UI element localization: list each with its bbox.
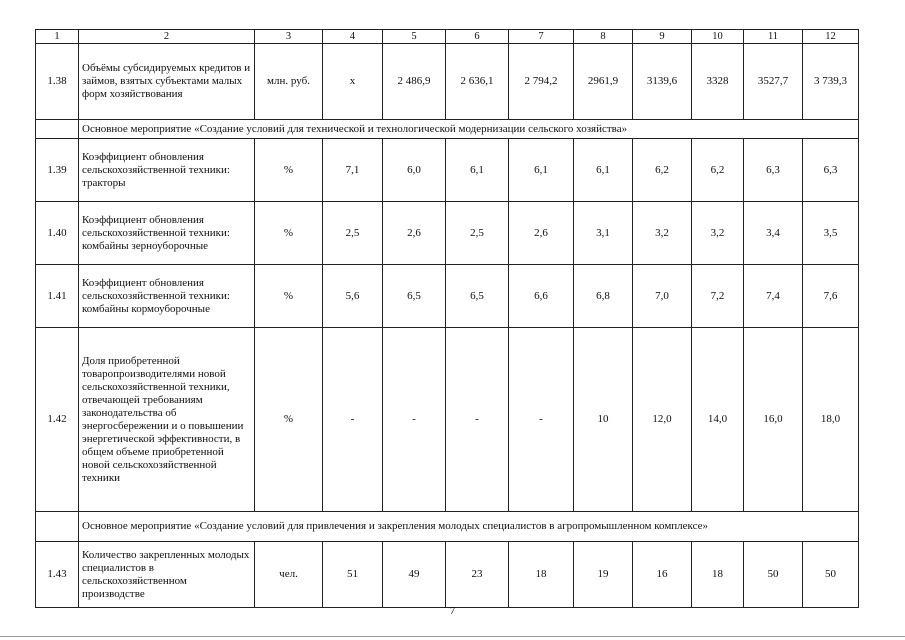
value-cell: 2 794,2 <box>509 44 574 120</box>
row-number-cell: 1.38 <box>36 44 79 120</box>
value-cell: 16 <box>633 542 692 608</box>
value-cell: 23 <box>446 542 509 608</box>
header-cell: 6 <box>446 30 509 44</box>
header-cell: 11 <box>744 30 803 44</box>
row-number-cell: 1.39 <box>36 139 79 202</box>
value-cell: - <box>509 328 574 512</box>
value-cell: 6,0 <box>383 139 446 202</box>
value-cell: 2961,9 <box>574 44 633 120</box>
value-cell: 7,6 <box>803 265 859 328</box>
indicator-name-cell: Количество закрепленных молодых специалистов в сельскохозяйственном производстве <box>79 542 255 608</box>
value-cell: 18,0 <box>803 328 859 512</box>
value-cell: 10 <box>574 328 633 512</box>
value-cell: 2 636,1 <box>446 44 509 120</box>
value-cell: 19 <box>574 542 633 608</box>
value-cell: 6,1 <box>446 139 509 202</box>
unit-cell: млн. руб. <box>255 44 323 120</box>
scan-edge-line <box>0 636 905 637</box>
unit-cell: % <box>255 139 323 202</box>
header-cell: 7 <box>509 30 574 44</box>
header-cell: 10 <box>692 30 744 44</box>
table-header-row <box>36 30 859 44</box>
value-cell: 7,1 <box>323 139 383 202</box>
unit-cell: % <box>255 202 323 265</box>
value-cell: 3527,7 <box>744 44 803 120</box>
unit-cell: % <box>255 265 323 328</box>
value-cell: - <box>323 328 383 512</box>
indicator-name-cell: Доля приобретенной товаропроизводителями новой сельскохозяйственной техники, отвечающей требованиям законодательства об энергосбережении и о повышении энергетической эффективности, в общем объеме приобретенной новой сельскохозяйственной техники <box>79 328 255 512</box>
row-number-cell: 1.43 <box>36 542 79 608</box>
header-cell: 1 <box>36 30 79 44</box>
value-cell: 3,2 <box>633 202 692 265</box>
indicator-name-cell: Коэффициент обновления сельскохозяйственной техники: тракторы <box>79 139 255 202</box>
header-cell: 2 <box>79 30 255 44</box>
header-cell: 9 <box>633 30 692 44</box>
page-number: 7 <box>449 605 456 617</box>
value-cell: 7,0 <box>633 265 692 328</box>
header-cell: 8 <box>574 30 633 44</box>
indicator-name-cell: Коэффициент обновления сельскохозяйственной техники: комбайны зерноуборочные <box>79 202 255 265</box>
value-cell: 3139,6 <box>633 44 692 120</box>
indicator-name-cell: Объёмы субсидируемых кредитов и займов, взятых субъектами малых форм хозяйствования <box>79 44 255 120</box>
indicator-name-cell: Коэффициент обновления сельскохозяйственной техники: комбайны кормоуборочные <box>79 265 255 328</box>
value-cell: 6,1 <box>509 139 574 202</box>
value-cell: 6,8 <box>574 265 633 328</box>
section-number-cell <box>36 512 79 542</box>
value-cell: 18 <box>692 542 744 608</box>
table-row <box>36 542 859 608</box>
value-cell: 3,5 <box>803 202 859 265</box>
value-cell: 2,6 <box>383 202 446 265</box>
value-cell: 18 <box>509 542 574 608</box>
value-cell: 3,1 <box>574 202 633 265</box>
section-title: Основное мероприятие «Создание условий для технической и технологической модернизации сельского хозяйства» <box>79 120 859 139</box>
value-cell: 6,1 <box>574 139 633 202</box>
value-cell: 6,2 <box>692 139 744 202</box>
header-cell: 3 <box>255 30 323 44</box>
row-number-cell: 1.40 <box>36 202 79 265</box>
value-cell: 16,0 <box>744 328 803 512</box>
table-body <box>36 30 859 608</box>
value-cell: 6,5 <box>383 265 446 328</box>
value-cell: 12,0 <box>633 328 692 512</box>
value-cell: 6,3 <box>803 139 859 202</box>
value-cell: 3 739,3 <box>803 44 859 120</box>
value-cell: 3328 <box>692 44 744 120</box>
section-number-cell <box>36 120 79 139</box>
section-title: Основное мероприятие «Создание условий для привлечения и закрепления молодых специалистов в агропромышленном комплексе» <box>79 512 859 542</box>
unit-cell: % <box>255 328 323 512</box>
section-row <box>36 120 859 139</box>
section-row <box>36 512 859 542</box>
value-cell: 2,6 <box>509 202 574 265</box>
header-cell: 12 <box>803 30 859 44</box>
header-cell: 4 <box>323 30 383 44</box>
value-cell: 6,3 <box>744 139 803 202</box>
value-cell: 49 <box>383 542 446 608</box>
table-row <box>36 265 859 328</box>
value-cell: 51 <box>323 542 383 608</box>
value-cell: - <box>446 328 509 512</box>
value-cell: 6,6 <box>509 265 574 328</box>
value-cell: 6,2 <box>633 139 692 202</box>
table-row <box>36 44 859 120</box>
value-cell: - <box>383 328 446 512</box>
value-cell: 7,4 <box>744 265 803 328</box>
value-cell: 14,0 <box>692 328 744 512</box>
value-cell: х <box>323 44 383 120</box>
row-number-cell: 1.41 <box>36 265 79 328</box>
value-cell: 3,4 <box>744 202 803 265</box>
value-cell: 5,6 <box>323 265 383 328</box>
value-cell: 50 <box>744 542 803 608</box>
indicators-table <box>35 29 859 608</box>
table-row <box>36 328 859 512</box>
value-cell: 2 486,9 <box>383 44 446 120</box>
value-cell: 3,2 <box>692 202 744 265</box>
header-cell: 5 <box>383 30 446 44</box>
unit-cell: чел. <box>255 542 323 608</box>
value-cell: 7,2 <box>692 265 744 328</box>
table-row <box>36 139 859 202</box>
row-number-cell: 1.42 <box>36 328 79 512</box>
value-cell: 2,5 <box>446 202 509 265</box>
value-cell: 2,5 <box>323 202 383 265</box>
value-cell: 6,5 <box>446 265 509 328</box>
value-cell: 50 <box>803 542 859 608</box>
table-row <box>36 202 859 265</box>
